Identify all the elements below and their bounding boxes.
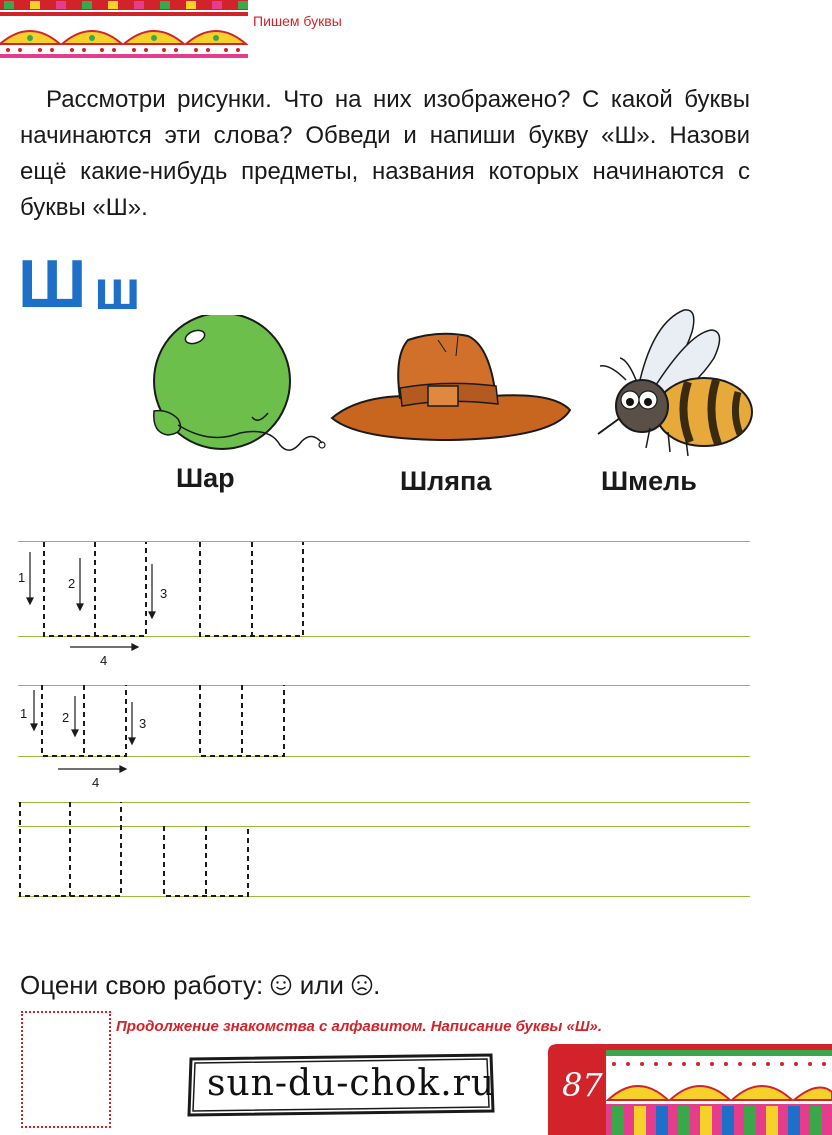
step-number: 1 [20,706,28,721]
step-number: 1 [18,570,26,585]
step-number: 4 [92,775,100,790]
writing-area [0,530,832,910]
watermark-text: sun-du-chok.ru [207,1063,496,1104]
hat-icon [328,326,573,446]
caption-bumblebee: Шмель [601,466,697,496]
period: . [373,970,381,1000]
self-assessment-label: Оцени свою работу: [20,970,264,1000]
tracing-letters [0,530,832,910]
step-number: 3 [139,716,147,731]
instructions-text: Рассмотри рисунки. Что на них изображено? С какой буквы начинаются эти слова? Обведи и напиши букву «Ш». Назови ещё какие-нибудь предметы, названия которых начинаются с буквы «Ш». [20,86,750,221]
step-number: 2 [68,576,76,591]
lesson-topic: Продолжение знакомства с алфавитом. Написание буквы «Ш». [116,1018,603,1035]
page-tab [548,1044,832,1135]
step-number: 3 [160,586,168,601]
caption-hat: Шляпа [400,466,492,496]
step-number: 4 [100,653,108,668]
stamp-box [21,1011,111,1128]
section-title: Пишем буквы [253,13,342,29]
bumblebee-icon [580,302,760,460]
watermark-stamp [185,1053,497,1117]
page-number: 87 [562,1066,603,1104]
step-number: 2 [62,710,70,725]
letter-lowercase: ш [94,258,141,321]
smile-icon[interactable] [270,974,292,996]
frown-icon[interactable] [351,974,373,996]
or-label: или [299,970,344,1000]
header-ornament [0,0,248,58]
caption-balloon: Шар [176,463,235,493]
balloon-icon [140,315,330,465]
letter-uppercase: Ш [18,246,85,322]
self-assessment [20,970,380,1001]
